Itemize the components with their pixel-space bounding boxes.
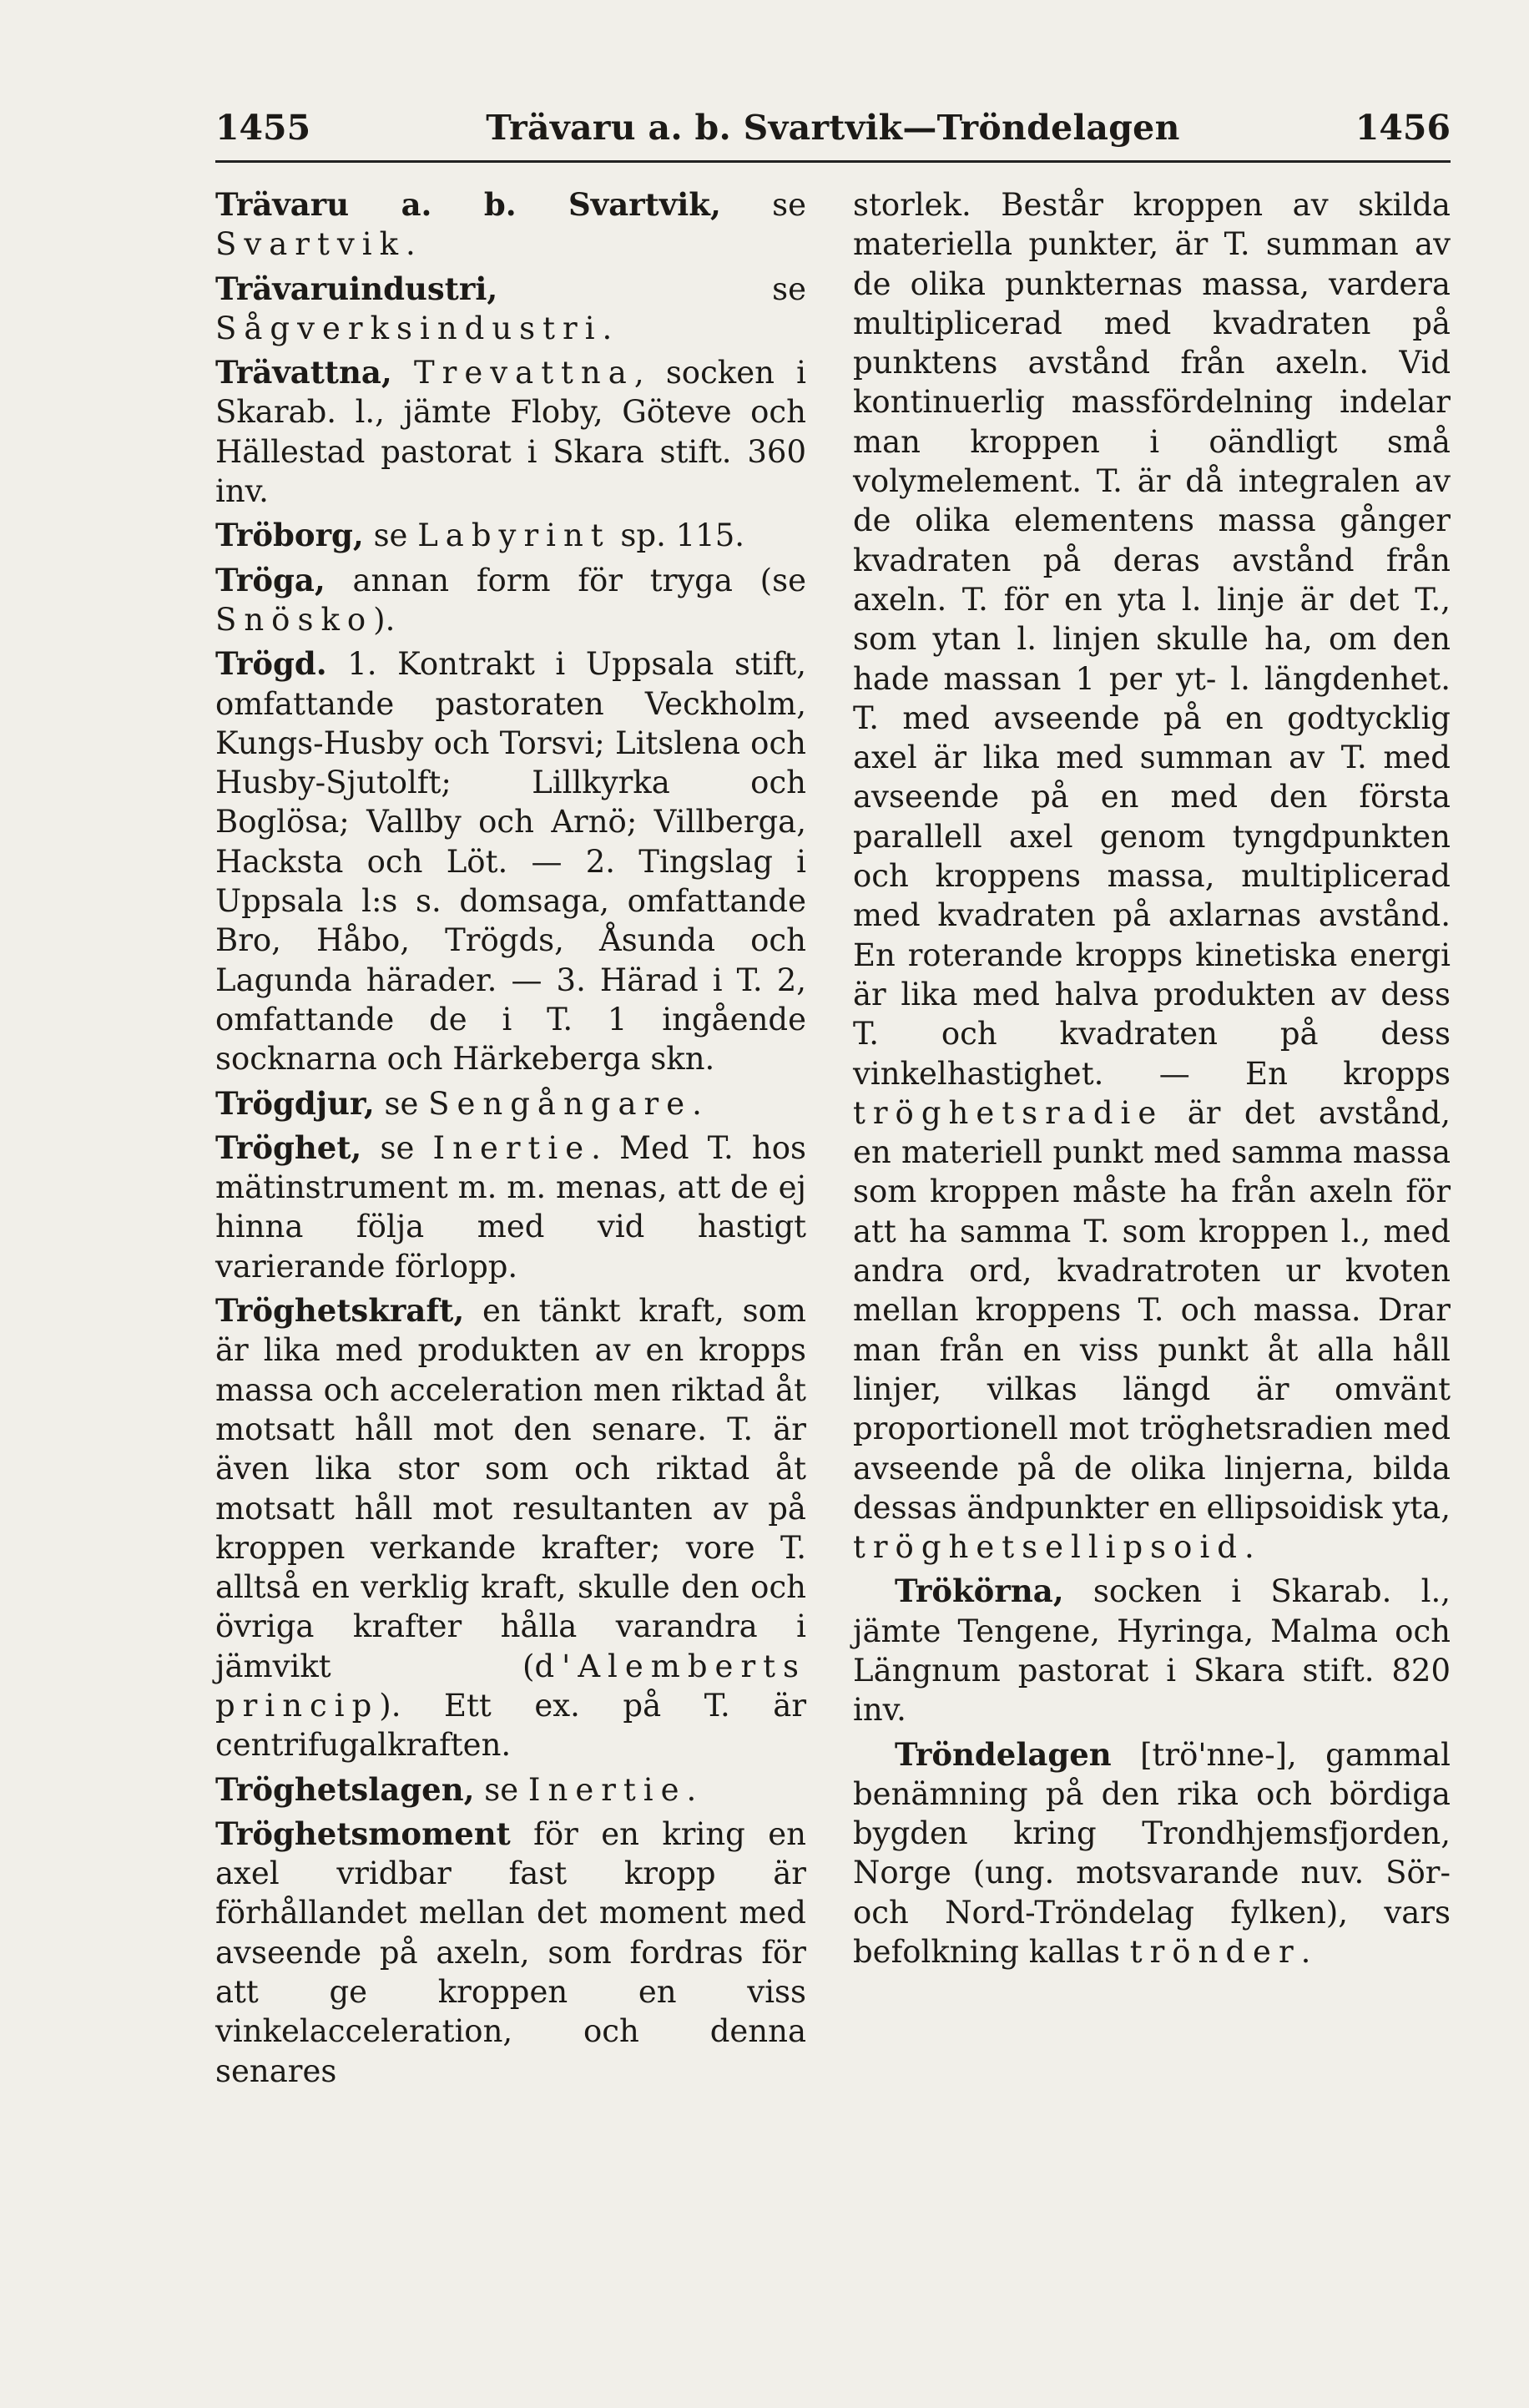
entry: Trävaruindustri, se Sågverksindustri. bbox=[215, 270, 806, 346]
entry-continuation: storlek. Består kroppen av skilda materiella punkter, är T. summan av de olika punkternas massa, vardera multiplicerad med kvadraten på punktens avstånd från axeln. Vid kontinuerlig massfördelning indelar man kroppen i oändligt små volymelement. T. är då integralen av de olika elementens massa gånger kvadraten på deras avstånd från axeln. T. för en yta l. linje är det T., som ytan l. linjen skulle ha, om den hade massan 1 per yt- l. längdenhet. T. med avseende på en godtycklig axel är lika med summan av T. med avseende på en med den första parallell axel genom tyngdpunkten och kroppens massa, multiplicerad med kvadraten på axlarnas avstånd. En roterande kropps kinetiska energi är lika med halva produkten av dess T. och kvadraten på dess vinkelhastighet. — En kropps tröghetsradie är det avstånd, en materiell punkt med samma massa som kroppen måste ha från axeln för att ha samma T. som kroppen l., med andra ord, kvadratroten ur kvoten mellan kroppens T. och massa. Drar man från en viss punkt åt alla håll linjer, vilkas längd är omvänt proportionell mot tröghetsradien med avseende på de olika linjerna, bilda dessas ändpunkter en ellipsoidisk yta, tröghetsellipsoid. bbox=[853, 187, 1451, 1566]
entry: Tröghetslagen, se Inertie. bbox=[215, 1770, 697, 1808]
entry: Tröghetskraft, en tänkt kraft, som är lika med produkten av en kropps massa och acceleration men riktad åt motsatt håll mot den senare. T. är även lika stor som och riktad åt motsatt håll mot resultanten av på kroppen verkande krafter; vore T. alltså en verklig kraft, skulle den och övriga krafter hålla varandra i jämvikt (d'Alemberts princip). Ett ex. på T. är centrifugalkraften. bbox=[215, 1292, 806, 1764]
left-column bbox=[215, 185, 806, 2096]
entry: Trävaru a. b. Svartvik, se Svartvik. bbox=[215, 186, 806, 263]
page-number-left: 1455 bbox=[215, 108, 311, 148]
entry: Trökörna, socken i Skarab. l., jämte Tengene, Hyringa, Malma och Längnum pastorat i Skara stift. 820 inv. bbox=[853, 1573, 1451, 1729]
header-rule bbox=[215, 160, 1451, 163]
entry: Trävattna, Trevattna, socken i Skarab. l., jämte Floby, Göteve och Hällestad pastorat i Skara stift. 360 inv. bbox=[215, 354, 807, 510]
entry: Tröga, annan form för tryga (se Snösko). bbox=[215, 561, 806, 638]
entry: Tröborg, se Labyrint sp. 115. bbox=[215, 517, 745, 554]
entry: Tröndelagen [trö'nne-], gammal benämning på den rika och bördiga bygden kring Trondhjemsfjorden, Norge (ung. motsvarande nuv. Sör- och Nord-Tröndelag fylken), vars befolkning kallas trönder. bbox=[853, 1735, 1451, 1971]
entry: Trögdjur, se Sengångare. bbox=[215, 1084, 702, 1122]
running-title: Trävaru a. b. Svartvik—Tröndelagen bbox=[486, 108, 1180, 148]
entry: Tröghetsmoment för en kring en axel vridbar fast kropp är förhållandet mellan det moment med avseende på axeln, som fordras för att ge kroppen en viss vinkelacceleration, och denna senares bbox=[215, 1815, 806, 2089]
page-number-right: 1456 bbox=[1355, 108, 1451, 148]
entry: Tröghet, se Inertie. Med T. hos mätinstrument m. m. menas, att de ej hinna följa med vid hastigt varierande förlopp. bbox=[215, 1128, 806, 1285]
right-column bbox=[853, 185, 1451, 1976]
page-header bbox=[215, 98, 1451, 157]
entry: Trögd. 1. Kontrakt i Uppsala stift, omfattande pastoraten Veckholm, Kungs-Husby och Torsvi; Litslena och Husby-Sjutolft; Lillkyrka och Boglösa; Vallby och Arnö; Villberga, Hacksta och Löt. — 2. Tingslag i Uppsala l:s s. domsaga, omfattande Bro, Håbo, Trögds, Åsunda och Lagunda härader. — 3. Härad i T. 2, omfattande de i T. 1 ingående socknarna och Härkeberga skn. bbox=[215, 645, 806, 1078]
